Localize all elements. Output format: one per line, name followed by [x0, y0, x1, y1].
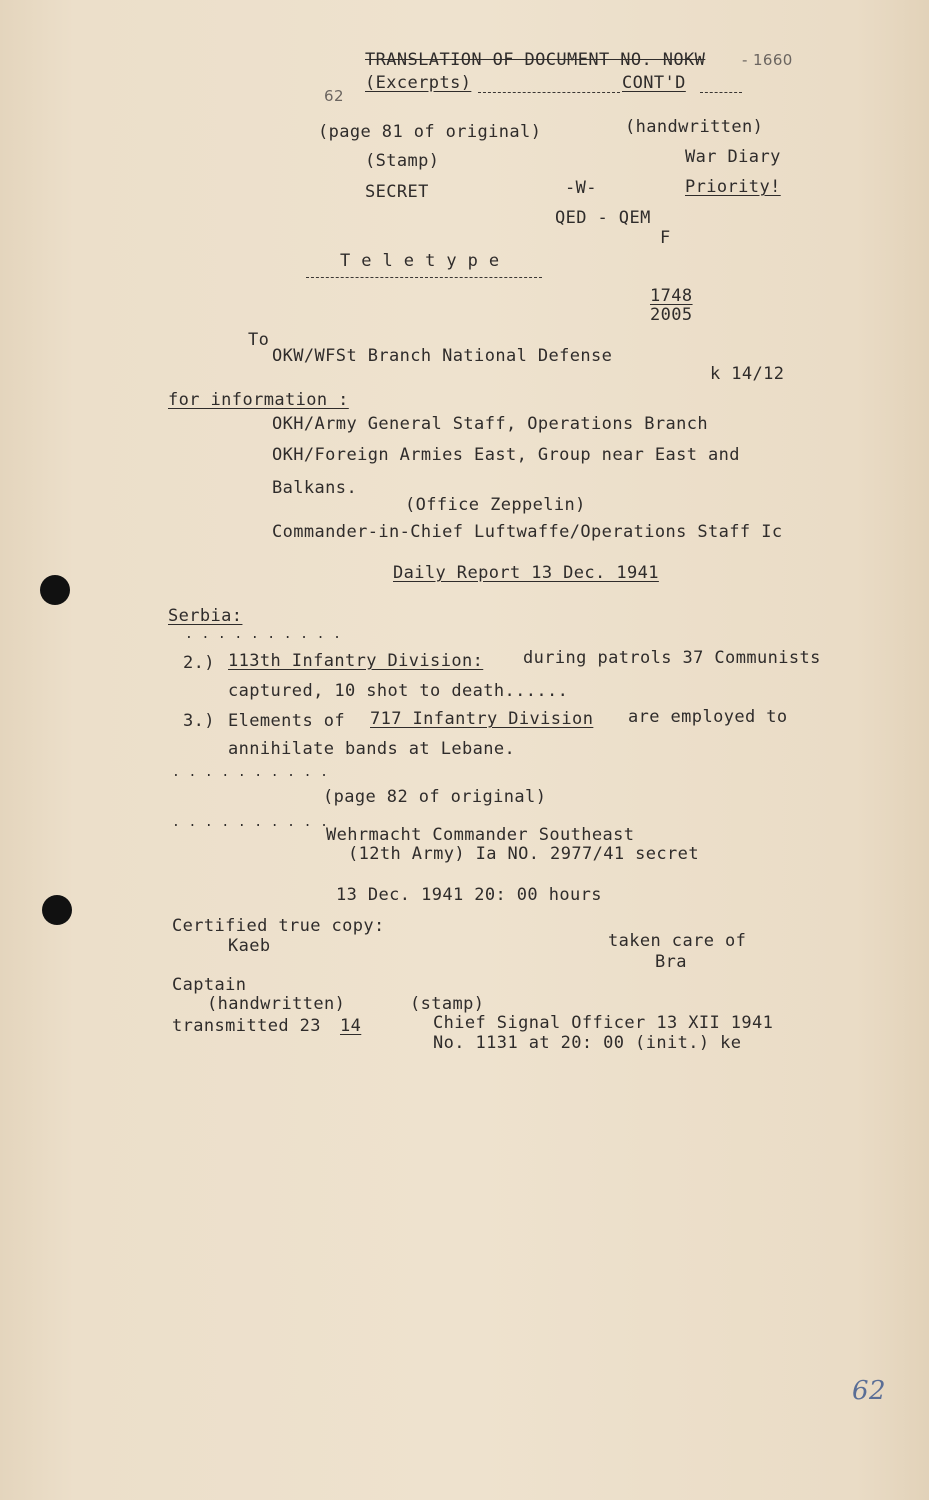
report-title: Daily Report 13 Dec. 1941: [393, 563, 659, 583]
document-number: - 1660: [742, 51, 793, 69]
office-zeppelin: (Office Zeppelin): [405, 495, 586, 515]
signal-officer-line-2: No. 1131 at 20: 00 (init.) ke: [433, 1033, 742, 1053]
stamp-label: (Stamp): [365, 151, 440, 171]
recipient-2: OKH/Foreign Armies East, Group near East and: [272, 445, 740, 465]
ellipsis-1: . . . . . . . . . .: [185, 627, 342, 642]
teletype-rule: [306, 277, 542, 278]
pencil-page-number: 62: [324, 87, 344, 105]
bra-mark: Bra: [655, 952, 687, 972]
w-mark: -W-: [565, 178, 597, 198]
footer-handwritten: (handwritten): [207, 994, 346, 1014]
ellipsis-2: . . . . . . . . . .: [172, 765, 329, 780]
section-serbia: Serbia:: [168, 606, 243, 626]
f-mark: F: [660, 228, 671, 248]
footer-stamp-label: (stamp): [410, 994, 485, 1014]
handwritten-note: (handwritten): [625, 117, 764, 137]
secret-label: SECRET: [365, 182, 429, 202]
document-subtitle-excerpts: (Excerpts): [365, 73, 472, 93]
punch-hole-top: [40, 575, 70, 605]
reference-number: k 14/12: [710, 364, 785, 384]
to-label: To: [248, 330, 270, 350]
qed-qem-label: QED - QEM: [555, 208, 651, 228]
ellipsis-3: . . . . . . . . . .: [172, 815, 329, 830]
to-recipient: OKW/WFSt Branch National Defense: [272, 346, 613, 366]
signer-rank: Captain: [172, 975, 247, 995]
for-information-label: for information :: [168, 390, 349, 410]
signer-name: Kaeb: [228, 936, 271, 956]
document-subtitle-contd: CONT'D: [622, 73, 686, 93]
page-reference-81: (page 81 of original): [318, 122, 542, 142]
item-2-unit: 113th Infantry Division:: [228, 651, 484, 671]
item-2-text-b: captured, 10 shot to death......: [228, 681, 569, 701]
page-reference-82: (page 82 of original): [323, 787, 547, 807]
subtitle-rule: [478, 92, 620, 93]
handwritten-page-number: 62: [852, 1376, 886, 1406]
report-timestamp: 13 Dec. 1941 20: 00 hours: [336, 885, 602, 905]
item-3-prefix: Elements of: [228, 711, 345, 731]
item-2-text-a: during patrols 37 Communists: [523, 648, 821, 668]
taken-care-label: taken care of: [608, 931, 747, 951]
contd-rule: [700, 92, 742, 93]
transmitted-prefix: transmitted 23: [172, 1016, 321, 1036]
war-diary-label: War Diary: [685, 147, 781, 167]
item-3-text-a: are employed to: [628, 707, 788, 727]
document-title: TRANSLATION OF DOCUMENT NO. NOKW: [365, 50, 706, 70]
item-3-text-b: annihilate bands at Lebane.: [228, 739, 516, 759]
item-3-number: 3.): [183, 711, 215, 731]
certified-copy-label: Certified true copy:: [172, 916, 385, 936]
item-3-unit: 717 Infantry Division: [370, 709, 594, 729]
recipient-1: OKH/Army General Staff, Operations Branch: [272, 414, 709, 434]
transmitted-minutes: 14: [340, 1016, 362, 1036]
luftwaffe-recipient: Commander-in-Chief Luftwaffe/Operations Staff Ic: [272, 522, 783, 542]
time-top: 1748: [650, 286, 693, 306]
punch-hole-bottom: [42, 895, 72, 925]
signal-officer-line-1: Chief Signal Officer 13 XII 1941: [433, 1013, 774, 1033]
recipient-3: Balkans.: [272, 478, 358, 498]
priority-label: Priority!: [685, 177, 781, 197]
sender-line-2: (12th Army) Ia NO. 2977/41 secret: [348, 844, 699, 864]
time-bottom: 2005: [650, 305, 693, 325]
item-2-number: 2.): [183, 653, 215, 673]
sender-line-1: Wehrmacht Commander Southeast: [326, 825, 635, 845]
teletype-heading: T e l e t y p e: [340, 251, 500, 271]
